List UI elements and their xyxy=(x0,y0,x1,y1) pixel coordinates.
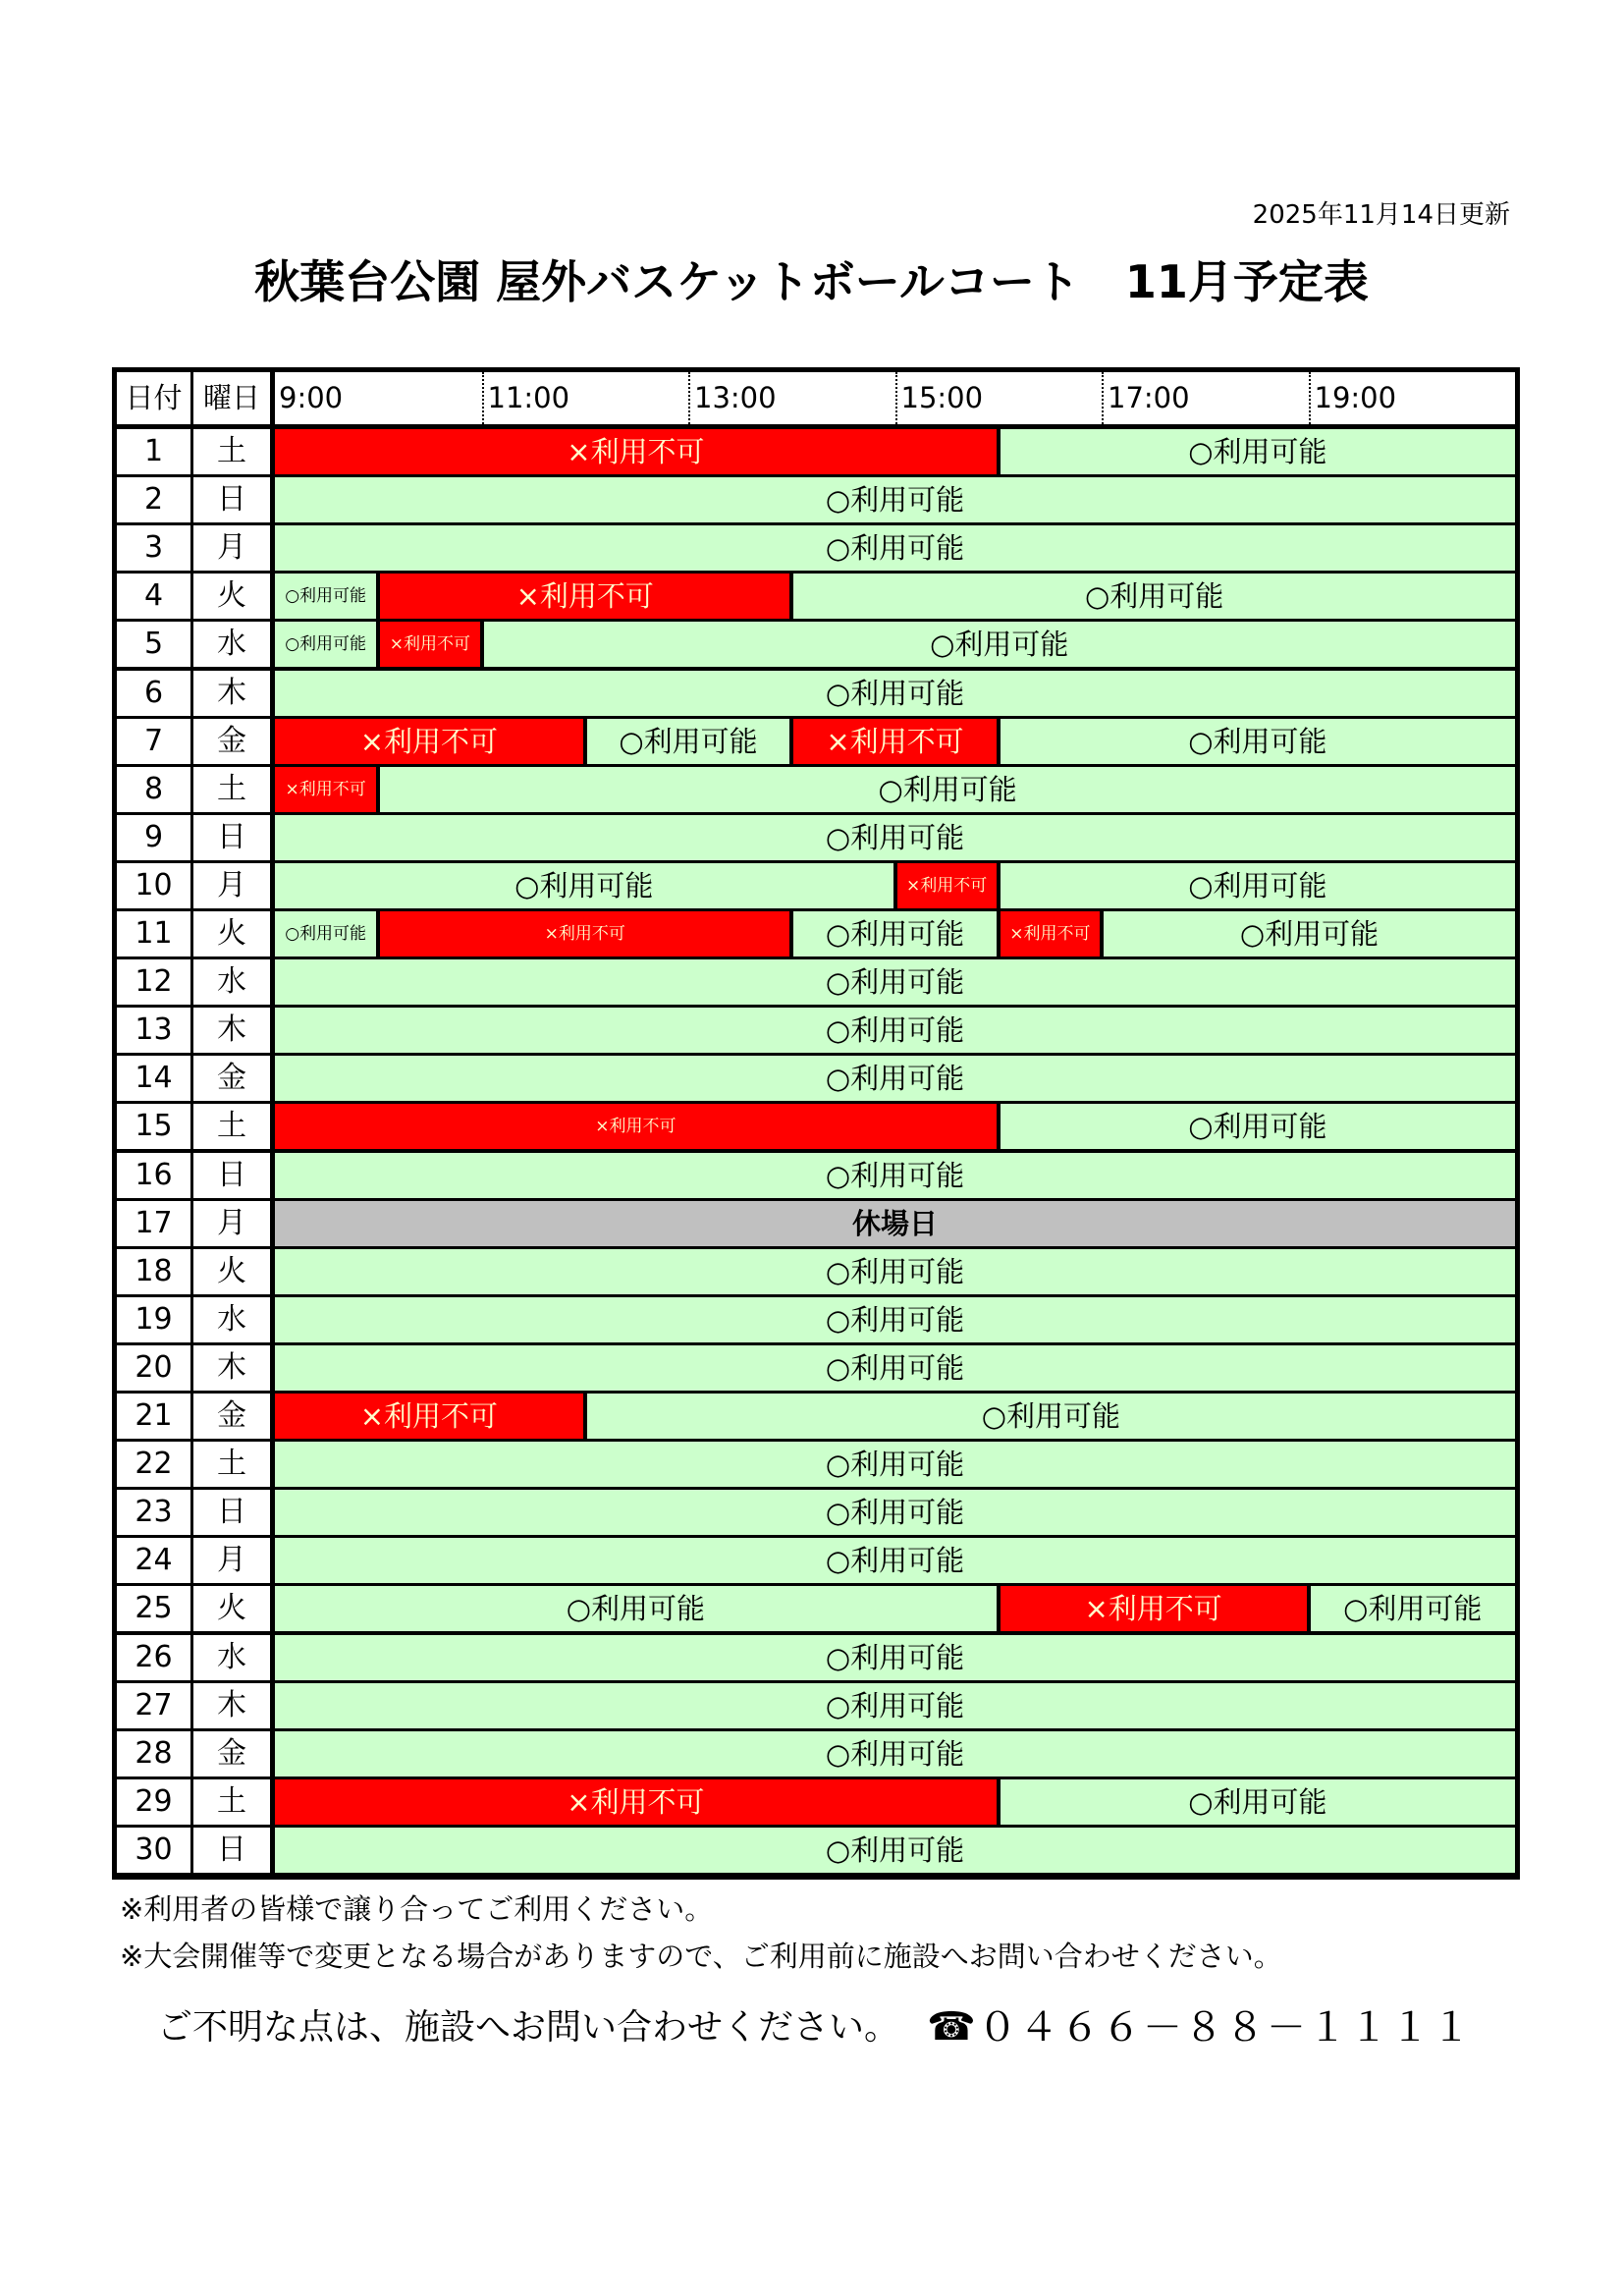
weekday-cell: 火 xyxy=(193,911,270,957)
slot-available: ○利用可能 xyxy=(275,671,1515,716)
slot-available: ○利用可能 xyxy=(1001,863,1515,908)
slot-available: ○利用可能 xyxy=(275,863,893,908)
slot-unavailable: ×利用不可 xyxy=(275,429,997,474)
weekday-cell: 金 xyxy=(193,1056,270,1101)
schedule-row xyxy=(117,1635,1515,1680)
contact-text: ご不明な点は、施設へお問い合わせください。 xyxy=(157,2007,900,2048)
weekday-cell: 月 xyxy=(193,1201,270,1246)
schedule-row xyxy=(117,1249,1515,1294)
header-time-axis xyxy=(275,372,1515,424)
slot-available: ○利用可能 xyxy=(275,622,376,667)
weekday-cell: 木 xyxy=(193,1345,270,1391)
day-timeline xyxy=(275,959,1515,1005)
slot-available: ○利用可能 xyxy=(484,622,1516,667)
day-timeline xyxy=(275,911,1515,957)
schedule-row xyxy=(117,1490,1515,1535)
schedule-row xyxy=(117,1683,1515,1728)
schedule-row xyxy=(117,1442,1515,1487)
weekday-cell: 水 xyxy=(193,622,270,667)
date-cell: 26 xyxy=(117,1635,190,1680)
day-timeline xyxy=(275,1586,1515,1631)
schedule-row xyxy=(117,911,1515,957)
slot-available: ○利用可能 xyxy=(793,574,1515,619)
schedule-row xyxy=(117,767,1515,812)
slot-available: ○利用可能 xyxy=(275,1731,1515,1777)
header-date: 日付 xyxy=(117,372,190,424)
schedule-row xyxy=(117,719,1515,764)
schedule-row xyxy=(117,622,1515,667)
schedule-row xyxy=(117,1153,1515,1198)
weekday-cell: 金 xyxy=(193,1394,270,1439)
updated-date: 2025年11月14日更新 xyxy=(1252,200,1510,230)
weekday-cell: 木 xyxy=(193,671,270,716)
weekday-cell: 土 xyxy=(193,767,270,812)
weekday-cell: 木 xyxy=(193,1008,270,1053)
day-timeline xyxy=(275,1297,1515,1342)
schedule-row xyxy=(117,1586,1515,1631)
date-cell: 1 xyxy=(117,429,190,474)
slot-available: ○利用可能 xyxy=(275,1683,1515,1728)
day-timeline xyxy=(275,1442,1515,1487)
schedule-row xyxy=(117,1538,1515,1583)
time-label: 17:00 xyxy=(1102,372,1190,424)
day-timeline xyxy=(275,1635,1515,1680)
date-cell: 22 xyxy=(117,1442,190,1487)
day-timeline xyxy=(275,767,1515,812)
schedule-row xyxy=(117,1345,1515,1391)
slot-unavailable: ×利用不可 xyxy=(275,1779,997,1825)
slot-available: ○利用可能 xyxy=(275,1297,1515,1342)
slot-available: ○利用可能 xyxy=(793,911,997,957)
date-cell: 13 xyxy=(117,1008,190,1053)
day-timeline xyxy=(275,429,1515,474)
slot-available: ○利用可能 xyxy=(275,1345,1515,1391)
slot-unavailable: ×利用不可 xyxy=(380,574,789,619)
date-cell: 8 xyxy=(117,767,190,812)
weekday-cell: 金 xyxy=(193,719,270,764)
slot-available: ○利用可能 xyxy=(275,1538,1515,1583)
date-cell: 15 xyxy=(117,1104,190,1149)
slot-available: ○利用可能 xyxy=(275,1249,1515,1294)
date-cell: 28 xyxy=(117,1731,190,1777)
day-timeline xyxy=(275,1538,1515,1583)
date-cell: 20 xyxy=(117,1345,190,1391)
schedule-row xyxy=(117,1201,1515,1246)
schedule-table xyxy=(112,367,1520,1880)
schedule-row xyxy=(117,1394,1515,1439)
day-timeline xyxy=(275,1201,1515,1246)
date-cell: 30 xyxy=(117,1828,190,1873)
weekday-cell: 火 xyxy=(193,1249,270,1294)
time-label: 15:00 xyxy=(895,372,984,424)
day-timeline xyxy=(275,622,1515,667)
weekday-cell: 土 xyxy=(193,1779,270,1825)
date-cell: 2 xyxy=(117,477,190,522)
date-cell: 25 xyxy=(117,1586,190,1631)
date-cell: 10 xyxy=(117,863,190,908)
schedule-row xyxy=(117,477,1515,522)
weekday-cell: 土 xyxy=(193,1442,270,1487)
date-cell: 19 xyxy=(117,1297,190,1342)
slot-unavailable: ×利用不可 xyxy=(275,767,376,812)
slot-available: ○利用可能 xyxy=(275,1828,1515,1873)
day-timeline xyxy=(275,863,1515,908)
schedule-row xyxy=(117,1104,1515,1149)
schedule-row xyxy=(117,1779,1515,1825)
slot-available: ○利用可能 xyxy=(1001,719,1515,764)
weekday-cell: 金 xyxy=(193,1731,270,1777)
schedule-row xyxy=(117,1731,1515,1777)
weekday-cell: 水 xyxy=(193,959,270,1005)
weekday-cell: 土 xyxy=(193,1104,270,1149)
date-cell: 24 xyxy=(117,1538,190,1583)
slot-available: ○利用可能 xyxy=(380,767,1515,812)
slot-available: ○利用可能 xyxy=(275,959,1515,1005)
note-share: ※利用者の皆様で譲り合ってご利用ください。 xyxy=(120,1892,714,1926)
slot-unavailable: ×利用不可 xyxy=(275,719,583,764)
slot-available: ○利用可能 xyxy=(275,911,376,957)
date-cell: 9 xyxy=(117,815,190,860)
weekday-cell: 土 xyxy=(193,429,270,474)
weekday-cell: 日 xyxy=(193,477,270,522)
date-cell: 14 xyxy=(117,1056,190,1101)
weekday-cell: 月 xyxy=(193,863,270,908)
date-cell: 11 xyxy=(117,911,190,957)
slot-available: ○利用可能 xyxy=(275,1490,1515,1535)
day-timeline xyxy=(275,815,1515,860)
slot-available: ○利用可能 xyxy=(275,574,376,619)
day-timeline xyxy=(275,525,1515,571)
day-timeline xyxy=(275,671,1515,716)
slot-unavailable: ×利用不可 xyxy=(1001,911,1100,957)
weekday-cell: 木 xyxy=(193,1683,270,1728)
weekday-cell: 火 xyxy=(193,574,270,619)
phone-icon xyxy=(927,2003,976,2050)
date-cell: 5 xyxy=(117,622,190,667)
schedule-row xyxy=(117,959,1515,1005)
slot-unavailable: ×利用不可 xyxy=(380,622,479,667)
slot-unavailable: ×利用不可 xyxy=(897,863,997,908)
slot-available: ○利用可能 xyxy=(275,477,1515,522)
schedule-row xyxy=(117,863,1515,908)
day-timeline xyxy=(275,1490,1515,1535)
day-timeline xyxy=(275,1731,1515,1777)
date-cell: 16 xyxy=(117,1153,190,1198)
day-timeline xyxy=(275,574,1515,619)
schedule-row xyxy=(117,1008,1515,1053)
slot-available: ○利用可能 xyxy=(1104,911,1515,957)
weekday-cell: 月 xyxy=(193,525,270,571)
header-weekday: 曜日 xyxy=(193,372,270,424)
schedule-row xyxy=(117,1828,1515,1873)
day-timeline xyxy=(275,1683,1515,1728)
slot-available: ○利用可能 xyxy=(275,815,1515,860)
date-cell: 12 xyxy=(117,959,190,1005)
slot-unavailable: ×利用不可 xyxy=(793,719,997,764)
time-label: 9:00 xyxy=(279,381,344,414)
slot-closed: 休場日 xyxy=(275,1201,1515,1246)
schedule-row xyxy=(117,1297,1515,1342)
day-timeline xyxy=(275,719,1515,764)
slot-unavailable: ×利用不可 xyxy=(1001,1586,1307,1631)
slot-available: ○利用可能 xyxy=(1001,1779,1515,1825)
weekday-cell: 月 xyxy=(193,1538,270,1583)
time-label: 11:00 xyxy=(482,372,570,424)
weekday-cell: 日 xyxy=(193,1828,270,1873)
schedule-row xyxy=(117,574,1515,619)
slot-available: ○利用可能 xyxy=(275,1056,1515,1101)
weekday-cell: 火 xyxy=(193,1586,270,1631)
slot-available: ○利用可能 xyxy=(1001,429,1515,474)
slot-available: ○利用可能 xyxy=(1001,1104,1515,1149)
slot-available: ○利用可能 xyxy=(587,719,790,764)
phone-number: ０４６６－８８－１１１１ xyxy=(978,2005,1473,2050)
slot-available: ○利用可能 xyxy=(275,1586,997,1631)
date-cell: 21 xyxy=(117,1394,190,1439)
weekday-cell: 日 xyxy=(193,815,270,860)
slot-unavailable: ×利用不可 xyxy=(275,1394,583,1439)
time-label: 13:00 xyxy=(688,372,777,424)
slot-available: ○利用可能 xyxy=(275,1635,1515,1680)
slot-available: ○利用可能 xyxy=(275,1153,1515,1198)
schedule-row xyxy=(117,525,1515,571)
weekday-cell: 日 xyxy=(193,1153,270,1198)
note-change: ※大会開催等で変更となる場合がありますので、ご利用前に施設へお問い合わせください。 xyxy=(120,1940,1282,1973)
schedule-row xyxy=(117,1056,1515,1101)
date-cell: 4 xyxy=(117,574,190,619)
weekday-cell: 日 xyxy=(193,1490,270,1535)
schedule-table-body xyxy=(117,372,1515,1875)
schedule-row xyxy=(117,815,1515,860)
slot-available: ○利用可能 xyxy=(275,1008,1515,1053)
slot-available: ○利用可能 xyxy=(275,525,1515,571)
date-cell: 6 xyxy=(117,671,190,716)
day-timeline xyxy=(275,1345,1515,1391)
date-cell: 18 xyxy=(117,1249,190,1294)
weekday-cell: 水 xyxy=(193,1297,270,1342)
date-cell: 23 xyxy=(117,1490,190,1535)
slot-available: ○利用可能 xyxy=(275,1442,1515,1487)
date-cell: 17 xyxy=(117,1201,190,1246)
date-cell: 3 xyxy=(117,525,190,571)
weekday-cell: 水 xyxy=(193,1635,270,1680)
time-label: 19:00 xyxy=(1309,372,1397,424)
day-timeline xyxy=(275,1008,1515,1053)
day-timeline xyxy=(275,1828,1515,1873)
page-title: 秋葉台公園 屋外バスケットボールコート 11月予定表 xyxy=(254,255,1369,308)
date-cell: 7 xyxy=(117,719,190,764)
day-timeline xyxy=(275,477,1515,522)
schedule-row xyxy=(117,429,1515,474)
day-timeline xyxy=(275,1056,1515,1101)
day-timeline xyxy=(275,1394,1515,1439)
date-cell: 29 xyxy=(117,1779,190,1825)
day-timeline xyxy=(275,1249,1515,1294)
date-cell: 27 xyxy=(117,1683,190,1728)
slot-available: ○利用可能 xyxy=(1311,1586,1516,1631)
day-timeline xyxy=(275,1104,1515,1149)
slot-unavailable: ×利用不可 xyxy=(275,1104,997,1149)
schedule-row xyxy=(117,671,1515,716)
day-timeline xyxy=(275,1779,1515,1825)
slot-unavailable: ×利用不可 xyxy=(380,911,789,957)
day-timeline xyxy=(275,1153,1515,1198)
slot-available: ○利用可能 xyxy=(587,1394,1515,1439)
